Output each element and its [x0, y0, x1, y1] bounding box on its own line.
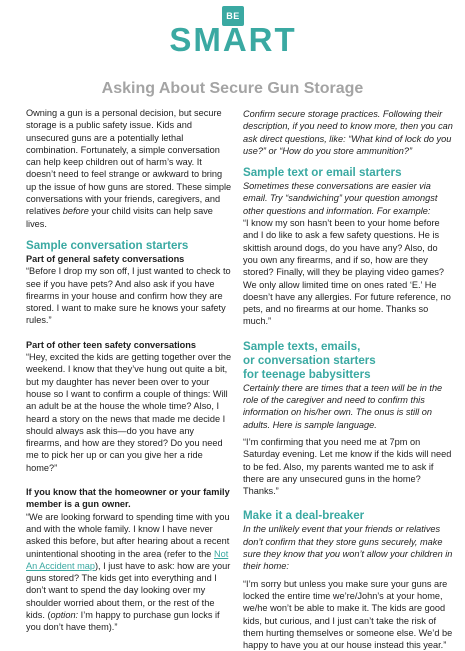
- babysitter-heading-line-3: for teenage babysitters: [243, 367, 371, 381]
- gun-owner-text-2: ), I just have to ask: how are your guns stored? The kids get into everything and I don’t want to spend the day looking over my shoulder worried about them, or the rest of the kids. (: [26, 560, 231, 620]
- conversation-starters-heading: Sample conversation starters: [26, 238, 189, 252]
- text-email-intro: Sometimes these conversations are easier via email. Try “sandwiching” your question amongst other questions and information. For example:: [243, 181, 438, 216]
- left-column: [26, 107, 232, 634]
- text-email-example: “I know my son hasn’t been to your home before and I do like to ask a few safety questions. He is skittish around dogs, do you have any? Also, do you own any firearms, and if so, how are they stored? Finally, will they be playing video games? We only allow limited time on ones rated ‘E.’ He doesn’t have any allergies. For future reference, no pets, and no firearms at our home. Thanks so much.”: [243, 218, 451, 327]
- babysitter-intro: Certainly there are times that a teen will be in the role of the caregiver and need to confirm this information on his/her own. The onus is still on adults. Here is sample language.: [243, 382, 443, 430]
- logo-be-badge: BE: [222, 6, 244, 26]
- teen-safety-text: “Hey, excited the kids are getting together over the weekend. I know that they’ve hung out quite a bit, but my daughter has never been over to your house so I want to confirm a couple of things: Will an adult be at the house the whole time? Also, I heard a story on the news that made me decide I should always ask this—do you have any firearms, and how are they stored? Do you need me to pick her up or can you give her a ride home?”: [26, 352, 232, 473]
- general-safety-heading: Part of general safety conversations: [26, 253, 185, 264]
- babysitter-heading: [243, 340, 453, 382]
- intro-text-end: your child visits can help save lives.: [26, 206, 213, 229]
- teen-safety-heading: Part of other teen safety conversations: [26, 339, 197, 350]
- deal-breaker-example: “I’m sorry but unless you make sure your guns are locked the entire time we’re/John’s at your home, we/he won’t be able to make it. The kids are good kids, but curious, and I just can’t take the risk of them hurting themselves or someone else. We’d be happy to have you at our house instead this year.”: [243, 578, 453, 651]
- text-email-heading: Sample text or email starters: [243, 166, 402, 180]
- gun-owner-heading: If you know that the homeowner or your family member is a gun owner.: [26, 487, 230, 510]
- babysitter-heading-line-2: or conversation starters: [243, 353, 376, 367]
- intro-text: Owning a gun is a personal decision, but secure storage is a public safety issue. Kids and unsecured guns are a potentially lethal combination. Fortunately, a simple conversation can help keep children out of harm’s way. It doesn’t need to feel strange or awkward to bring up the issue of how guns are stored. These simple conversations with your friends, caregivers, and relatives: [26, 108, 232, 217]
- babysitter-heading-line-1: Sample texts, emails,: [243, 339, 361, 353]
- gun-owner-text: “We are looking forward to spending time with you and with the whole family. I know I have never asked this before, but after hearing about a recent unintentional shooting in the area (refer to the: [26, 511, 230, 559]
- babysitter-example: “I’m confirming that you need me at 7pm on Saturday evening. Let me know if the kids will need to be fed. Also, my parents wanted me to ask if there are any unsecured guns in the home? Thanks.”: [243, 436, 452, 497]
- not-an-accident-map-link[interactable]: Not An Accident map: [26, 548, 229, 571]
- gun-owner-paragraph: [26, 511, 232, 634]
- deal-breaker-intro: In the unlikely event that your friends or relatives don’t confirm that they store guns securely, make sure they know that you won’t allow your children in their home:: [243, 524, 453, 572]
- confirm-storage-text: Confirm secure storage practices. Following their description, if you need to know more, then you can ask direct questions, like: “What kind of lock do you use?” or “How do you store ammunition?”: [243, 109, 453, 156]
- deal-breaker-heading: Make it a deal-breaker: [243, 509, 365, 523]
- right-column: [243, 108, 453, 651]
- gun-owner-text-3: I’m happy to purchase gun locks if you don’t have them).”: [26, 609, 220, 633]
- gun-owner-option: option:: [50, 609, 79, 620]
- page-title: Asking About Secure Gun Storage: [101, 80, 364, 97]
- intro-paragraph: [26, 107, 232, 230]
- logo-smart-wordmark: SMART: [169, 21, 297, 58]
- general-safety-text: “Before I drop my son off, I just wanted to check to see if you have pets? And also ask if you have firearms in your house and confirm how they are stored. I want to make sure he knows your safety rules.”: [26, 266, 231, 326]
- intro-emphasis: before: [62, 206, 89, 217]
